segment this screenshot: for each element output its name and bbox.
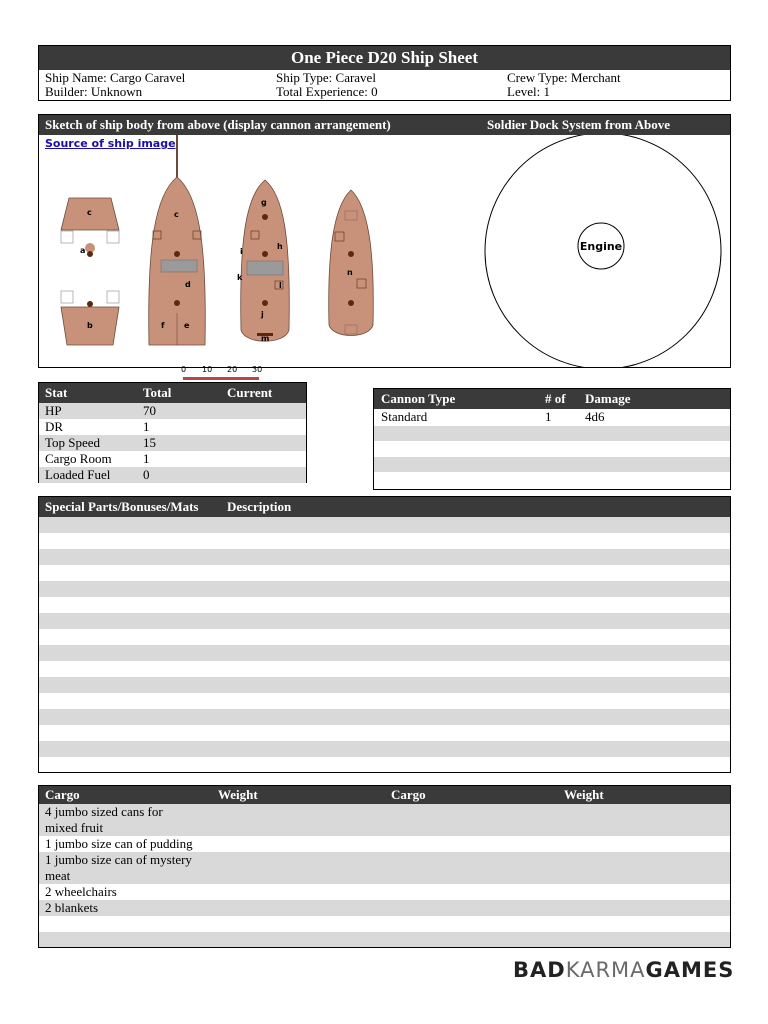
stat-total: 15 [143, 435, 156, 450]
dock-diagram [479, 135, 729, 367]
ship-letter: d [185, 280, 191, 289]
source-link[interactable]: Source of ship image [45, 137, 176, 150]
cargo-item: meat [45, 868, 71, 883]
sketch-header-right: Soldier Dock System from Above [487, 117, 670, 132]
ship-letter: c [174, 210, 179, 219]
stats-col-stat: Stat [45, 385, 68, 400]
cargo-table [38, 785, 731, 948]
total-experience: Total Experience: 0 [276, 84, 378, 99]
cargo-col-cargo-1: Cargo [45, 787, 80, 802]
cargo-item: 2 wheelchairs [45, 884, 117, 899]
ship-sketch [39, 135, 459, 367]
cargo-item: 2 blankets [45, 900, 99, 915]
sheet-title: One Piece D20 Ship Sheet [39, 46, 730, 70]
ship-letter: j [261, 310, 264, 319]
builder: Builder: Unknown [45, 84, 143, 99]
cargo-item: 1 jumbo size can of mystery [45, 852, 192, 867]
cannon-type: Standard [381, 409, 428, 424]
ship-letter: b [87, 321, 93, 330]
cannon-count: 1 [545, 409, 552, 424]
ship-letter: l [279, 281, 282, 290]
stats-col-total: Total [143, 385, 172, 400]
cannon-col-type: Cannon Type [381, 391, 456, 406]
special-parts-table [38, 496, 731, 773]
ship-letter: i [240, 247, 243, 256]
stat-total: 0 [143, 467, 150, 482]
ship-letter: k [237, 273, 243, 282]
stat-name: Loaded Fuel [45, 467, 111, 482]
stats-row [39, 467, 306, 483]
ship-letter: f [161, 321, 165, 330]
special-header [39, 497, 730, 517]
cannon-row [374, 409, 730, 426]
ship-name: Ship Name: Cargo Caravel [45, 70, 186, 85]
cargo-item: 4 jumbo sized cans for [45, 804, 163, 819]
cannon-row [374, 472, 730, 489]
scale-label: 0 [181, 365, 187, 374]
stat-name: Top Speed [45, 435, 101, 450]
scale-label: 20 [227, 365, 238, 374]
cannon-row [374, 426, 730, 441]
stats-table [38, 382, 307, 483]
cargo-col-weight-2: Weight [564, 787, 604, 802]
special-rows [39, 517, 730, 772]
scale-label: 30 [252, 365, 263, 374]
ship-letter: m [261, 334, 270, 343]
scale-label: 10 [202, 365, 213, 374]
cannon-col-count: # of [545, 391, 566, 406]
level: Level: 1 [507, 84, 550, 99]
cannon-table [373, 388, 731, 490]
stats-row [39, 435, 306, 451]
cannon-header [374, 389, 730, 409]
stats-col-current: Current [227, 385, 273, 400]
crew-type: Crew Type: Merchant [507, 70, 621, 85]
title-bar [38, 45, 731, 101]
ship-type: Ship Type: Caravel [276, 70, 376, 85]
cargo-item: 1 jumbo size can of pudding [45, 836, 193, 851]
cannon-row [374, 457, 730, 472]
stat-total: 70 [143, 403, 156, 418]
ship-4 [329, 190, 374, 336]
cannon-damage: 4d6 [585, 409, 605, 424]
ship-2 [149, 135, 206, 345]
logo-part-karma: KARMA [565, 958, 646, 982]
special-col-parts: Special Parts/Bonuses/Mats [45, 499, 199, 514]
stats-row [39, 451, 306, 467]
engine-label: Engine [579, 240, 623, 253]
stat-total: 1 [143, 451, 150, 466]
ship-letter: c [87, 208, 92, 217]
special-col-description: Description [227, 499, 292, 514]
cargo-col-cargo-2: Cargo [391, 787, 426, 802]
ship-letter: g [261, 198, 267, 207]
stat-total: 1 [143, 419, 150, 434]
cargo-rows [39, 804, 730, 947]
stat-name: Cargo Room [45, 451, 112, 466]
ship-letter: h [277, 242, 283, 251]
scale-bar [175, 362, 275, 382]
cargo-item: mixed fruit [45, 820, 104, 835]
sketch-header [39, 115, 730, 135]
logo-part-games: GAMES [645, 958, 735, 982]
stats-row [39, 403, 306, 419]
bad-karma-games-logo [513, 958, 734, 982]
stats-header [39, 383, 306, 403]
ship-letter: e [184, 321, 190, 330]
sketch-section [38, 114, 731, 368]
ship-letter: a [80, 246, 86, 255]
ship-letter: n [347, 268, 353, 277]
cargo-col-weight-1: Weight [218, 787, 258, 802]
cargo-header [39, 786, 730, 804]
logo-part-bad: BAD [513, 958, 566, 982]
cannon-col-damage: Damage [585, 391, 631, 406]
stat-name: DR [45, 419, 64, 434]
stat-name: HP [45, 403, 62, 418]
sketch-header-left: Sketch of ship body from above (display cannon arrangement) [45, 117, 391, 132]
stats-row [39, 419, 306, 435]
cannon-row [374, 441, 730, 457]
